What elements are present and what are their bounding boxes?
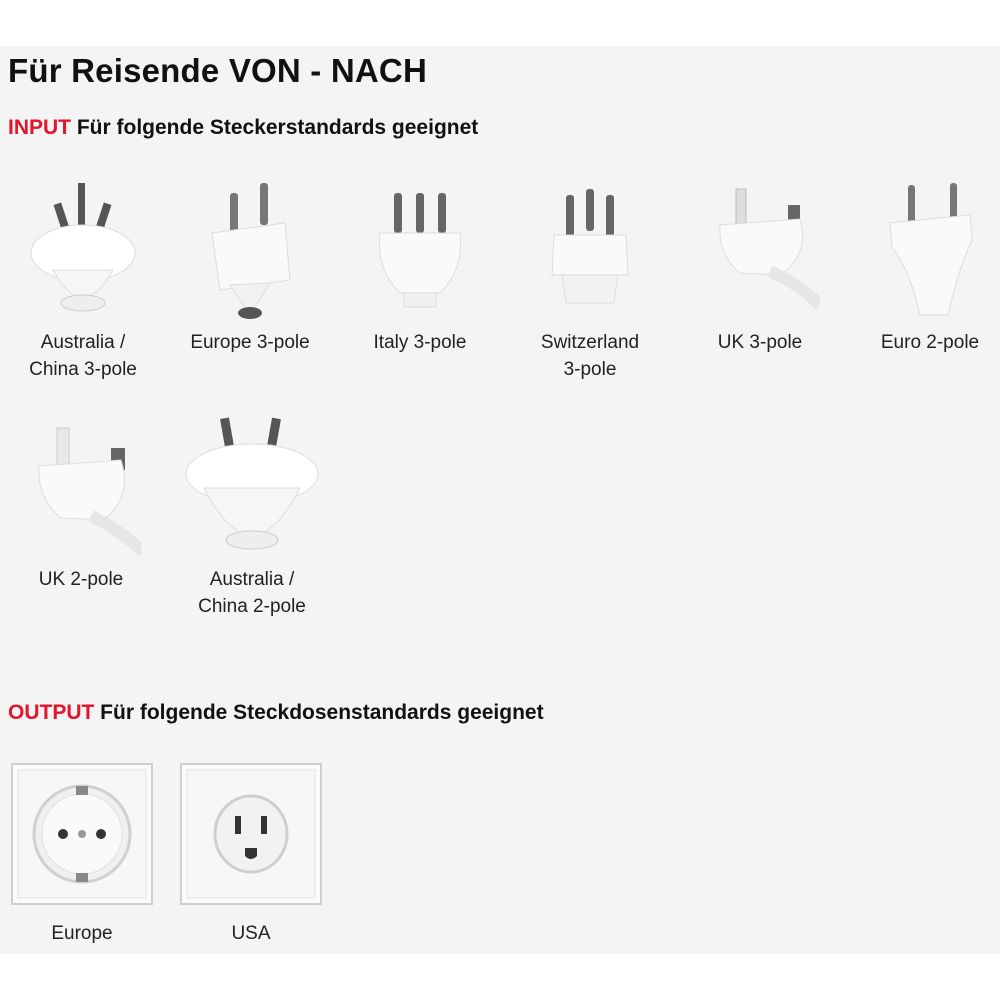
- plug-label: UK 3-pole: [717, 332, 803, 353]
- europe-socket-icon: [10, 762, 154, 906]
- input-section-heading: [8, 116, 478, 140]
- page-title: Für Reisende VON - NACH: [8, 52, 427, 89]
- plug-label: Italy 3-pole: [373, 332, 467, 353]
- output-section-text: Für folgende Steckdosenstandards geeignet: [100, 701, 544, 724]
- europe-3pole-plug-icon: [190, 175, 310, 325]
- italy-3pole-plug-icon: [360, 175, 480, 325]
- uk-2pole-plug-icon: [21, 412, 141, 562]
- outlet-label: USA: [231, 923, 271, 944]
- outlet-item-europe: [0, 762, 167, 947]
- euro-2pole-plug-icon: [870, 175, 990, 325]
- plug-item-euro-2pole: [845, 175, 1000, 356]
- plug-item-europe-3pole: [165, 175, 335, 356]
- plug-label: Australia / China 2-pole: [198, 569, 306, 617]
- plug-item-switzerland-3pole: [505, 175, 675, 383]
- plug-label: Europe 3-pole: [190, 332, 310, 353]
- input-section-text: Für folgende Steckerstandards geeignet: [76, 116, 479, 139]
- output-accent-label: OUTPUT: [8, 701, 95, 724]
- input-accent-label: INPUT: [8, 116, 71, 139]
- australia-china-2pole-plug-icon: [182, 412, 322, 562]
- uk-3pole-plug-icon: [700, 175, 820, 325]
- output-section-heading: [8, 701, 544, 725]
- australia-china-3pole-plug-icon: [23, 175, 143, 325]
- outlet-label: Europe: [51, 923, 113, 944]
- outlet-item-usa: [166, 762, 336, 947]
- plug-label: UK 2-pole: [38, 569, 124, 590]
- switzerland-3pole-plug-icon: [530, 175, 650, 325]
- plug-item-uk-3pole: [675, 175, 845, 356]
- plug-label: Australia / China 3-pole: [29, 332, 137, 380]
- usa-socket-icon: [179, 762, 323, 906]
- plug-label: Switzerland 3-pole: [540, 332, 640, 380]
- plug-item-australia-china-2pole: [167, 412, 337, 620]
- plug-item-italy-3pole: [335, 175, 505, 356]
- plug-label: Euro 2-pole: [880, 332, 980, 353]
- plug-item-uk-2pole: [0, 412, 166, 593]
- plug-item-australia-china-3pole: [0, 175, 168, 383]
